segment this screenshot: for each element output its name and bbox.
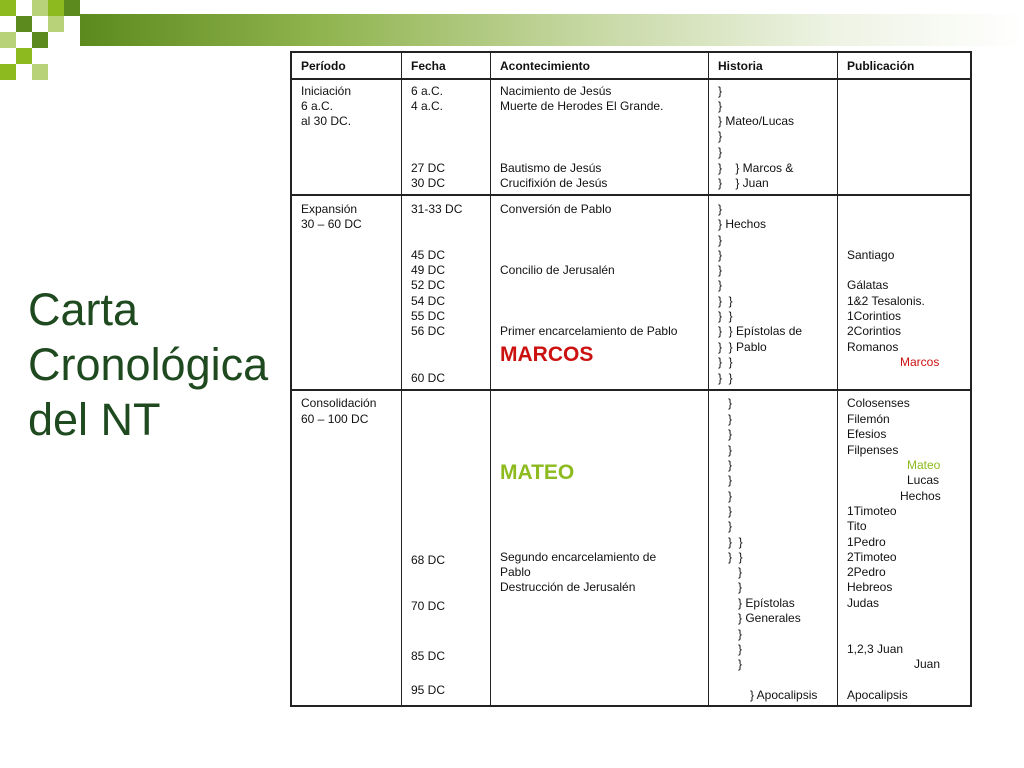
historia-text: } [738,642,743,656]
publicacion-text: Romanos [847,340,899,354]
publicacion-text: 1Timoteo [847,504,897,518]
publicacion-text: 2Corintios [847,324,902,338]
historia-text: } [728,443,733,457]
historia-text: } [738,657,743,671]
historia-text: } [718,145,723,159]
periodo-text: al 30 DC. [301,114,352,128]
publicacion-text: Filemón [847,412,890,426]
historia-text: } } [728,535,743,549]
periodo-text: Expansión [301,202,358,216]
publicacion-text: Hebreos [847,580,893,594]
historia-text: } [718,202,723,216]
historia-text: } } [718,355,733,369]
fecha-text: 55 DC [411,309,446,323]
mateo-label: MATEO [500,461,575,484]
historia-text: } } [718,309,733,323]
historia-text: } [728,396,733,410]
publicacion-text: Mateo [907,458,941,472]
historia-text: } } Marcos & [718,161,794,175]
fecha-text: 95 DC [411,683,446,697]
fecha-text: 30 DC [411,176,446,190]
publicacion-text: Judas [847,596,880,610]
publicacion-text: Juan [914,657,941,671]
periodo-text: Consolidación [301,396,377,410]
event-text: Crucifixión de Jesús [500,176,608,190]
header-fecha: Fecha [411,59,446,73]
historia-text: } [728,519,733,533]
historia-text: } [718,99,723,113]
periodo-text: 60 – 100 DC [301,412,369,426]
historia-text: } [718,84,723,98]
event-text: Primer encarcelamiento de Pablo [500,324,678,338]
historia-text: } [718,248,723,262]
publicacion-text: 1Corintios [847,309,902,323]
historia-text: } Apocalipsis [750,688,818,702]
fecha-text: 6 a.C. [411,84,444,98]
slide-title: Carta Cronológica del NT [28,284,269,445]
event-text: Destrucción de Jerusalén [500,580,636,594]
header-publicacion: Publicación [847,59,915,73]
historia-text: } } [718,371,733,385]
event-text: Bautismo de Jesús [500,161,602,175]
publicacion-text: Lucas [907,473,940,487]
fecha-text: 4 a.C. [411,99,444,113]
historia-text: } } [718,294,733,308]
historia-text: } Generales [738,611,801,625]
historia-text: } [728,489,733,503]
publicacion-text: Tito [847,519,867,533]
historia-text: } [738,565,743,579]
header-periodo: Período [301,59,346,73]
publicacion-text: 1,2,3 Juan [847,642,904,656]
historia-text: } [728,504,733,518]
historia-text: } Hechos [718,217,767,231]
publicacion-text: 2Timoteo [847,550,897,564]
historia-text: } [738,580,743,594]
event-text: Pablo [500,565,531,579]
historia-text: } } [728,550,743,564]
fecha-text: 49 DC [411,263,446,277]
fecha-text: 52 DC [411,278,446,292]
historia-text: } Mateo/Lucas [718,114,795,128]
fecha-text: 68 DC [411,553,446,567]
event-text: Conversión de Pablo [500,202,612,216]
historia-text: } [718,278,723,292]
historia-text: } } Pablo [718,340,767,354]
publicacion-text: Marcos [900,355,940,369]
fecha-text: 27 DC [411,161,446,175]
historia-text: } [728,473,733,487]
fecha-text: 56 DC [411,324,446,338]
historia-text: } [728,412,733,426]
historia-text: } [728,458,733,472]
historia-text: } [718,263,723,277]
publicacion-text: 1&2 Tesalonis. [847,294,925,308]
fecha-text: 60 DC [411,371,446,385]
event-text: Concilio de Jerusalén [500,263,615,277]
header-acontecimiento: Acontecimiento [500,59,591,73]
event-text: Muerte de Herodes El Grande. [500,99,664,113]
publicacion-text: Hechos [900,489,941,503]
historia-text: } [718,129,723,143]
periodo-text: 30 – 60 DC [301,217,362,231]
chronology-table [290,51,972,707]
marcos-label: MARCOS [500,343,594,366]
publicacion-text: 2Pedro [847,565,886,579]
event-text: Nacimiento de Jesús [500,84,612,98]
publicacion-text: Apocalipsis [847,688,908,702]
historia-text: } } Juan [718,176,769,190]
publicacion-text: Efesios [847,427,887,441]
fecha-text: 85 DC [411,649,446,663]
historia-text: } [738,627,743,641]
historia-text: } [718,233,723,247]
periodo-text: Iniciación [301,84,352,98]
fecha-text: 54 DC [411,294,446,308]
publicacion-text: Colosenses [847,396,910,410]
fecha-text: 70 DC [411,599,446,613]
header-historia: Historia [718,59,763,73]
fecha-text: 31-33 DC [411,202,463,216]
fecha-text: 45 DC [411,248,446,262]
publicacion-text: Gálatas [847,278,889,292]
publicacion-text: Santiago [847,248,895,262]
historia-text: } Epístolas [738,596,795,610]
top-gradient-bar [80,14,1024,46]
historia-text: } } Epístolas de [718,324,803,338]
periodo-text: 6 a.C. [301,99,334,113]
publicacion-text: 1Pedro [847,535,886,549]
publicacion-text: Filpenses [847,443,899,457]
event-text: Segundo encarcelamiento de [500,550,657,564]
historia-text: } [728,427,733,441]
